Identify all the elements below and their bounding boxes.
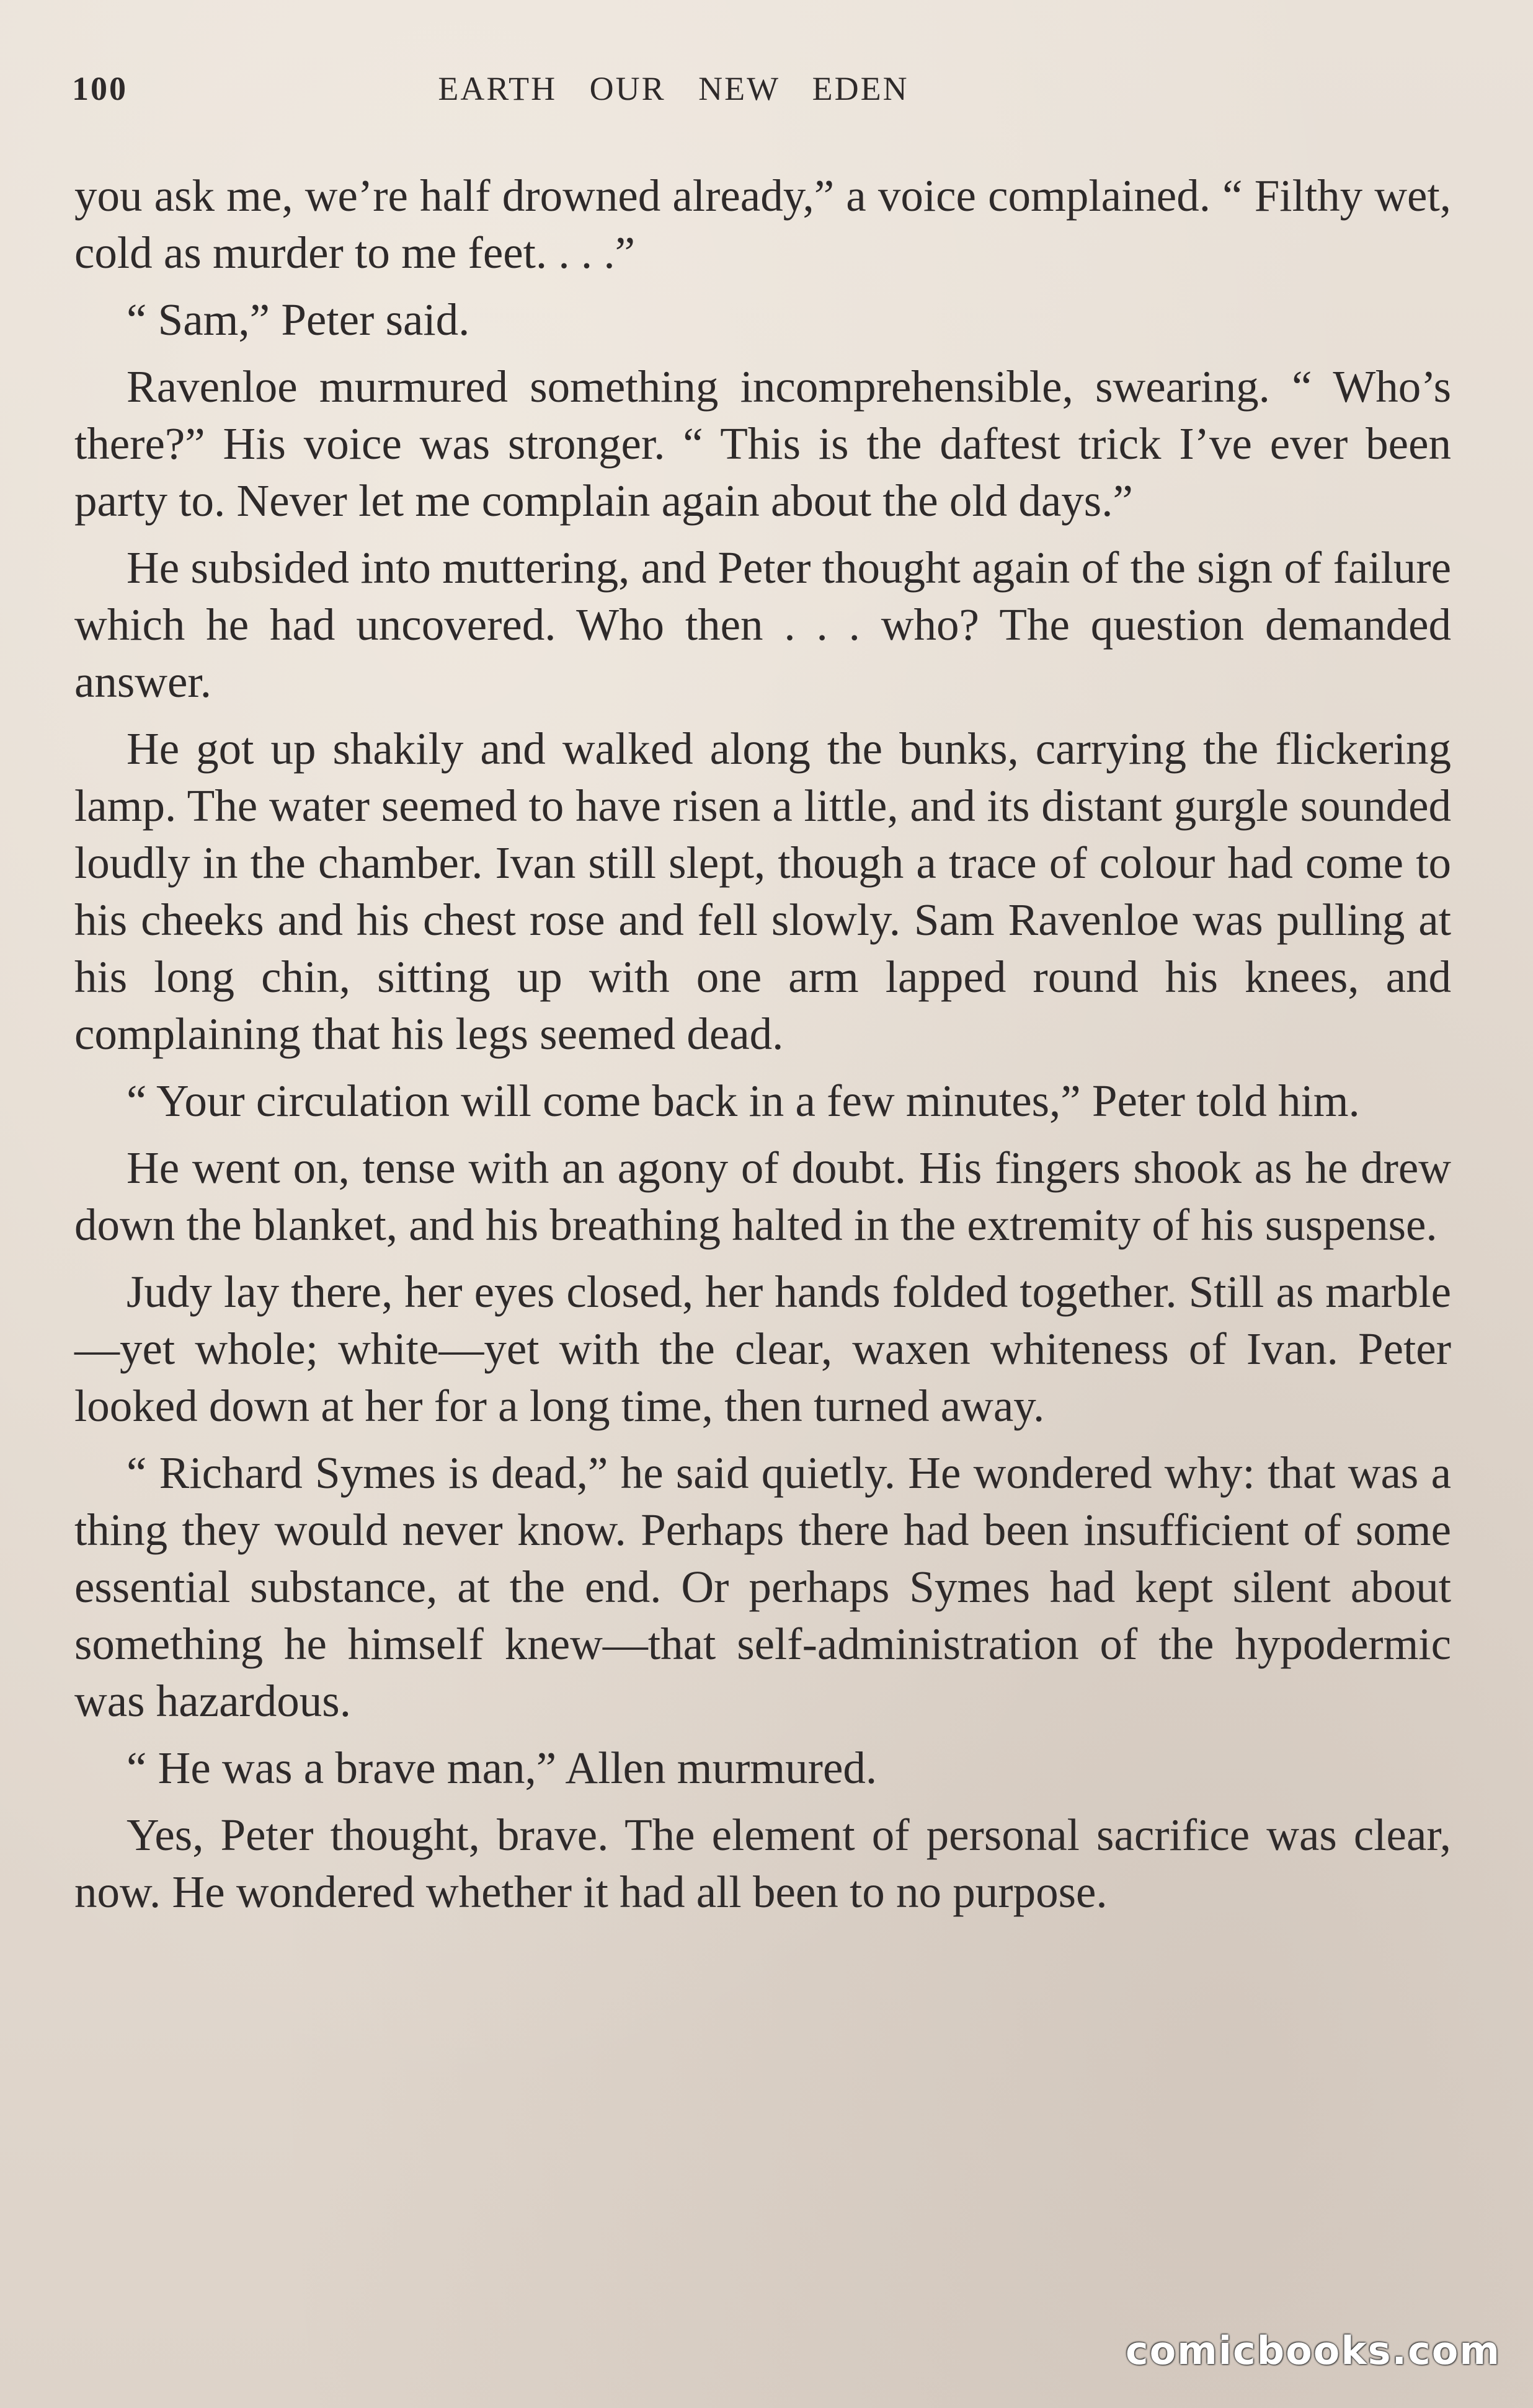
paragraph-8: Judy lay there, her eyes closed, her hands folded together. Still as marble—yet whole; white—yet with the clear, waxen whiteness of Ivan. Peter looked down at her for a long time, then turned away. <box>74 1267 1451 1431</box>
running-head <box>72 69 1461 107</box>
paragraph-4: He subsided into muttering, and Peter thought again of the sign of failure which he had uncovered. Who then . . . who? The question demanded answer. <box>74 542 1451 707</box>
paragraph-7: He went on, tense with an agony of doubt. His fingers shook as he drew down the blanket, and his breathing halted in the extremity of his suspense. <box>74 1143 1451 1250</box>
page-number: 100 <box>72 70 128 107</box>
paragraph-9: “ Richard Symes is dead,” he said quietly. He wondered why: that was a thing they would never know. Perhaps there had been insufficient of some essential substance, at the end. Or perhaps Symes had kept silent about something he himself knew—that self-administration of the hypodermic was hazardous. <box>74 1448 1451 1726</box>
body-text <box>74 167 1451 1931</box>
paragraph-10: “ He was a brave man,” Allen murmured. <box>127 1743 878 1793</box>
paragraph-1: you ask me, we’re half drowned already,” a voice complained. “ Filthy wet, cold as murder to me feet. . . .” <box>74 170 1451 278</box>
paragraph-2: “ Sam,” Peter said. <box>127 294 470 345</box>
paragraph-5: He got up shakily and walked along the bunks, carrying the flickering lamp. The water seemed to have risen a little, and its distant gurgle sounded loudly in the chamber. Ivan still slept, though a trace of colour had come to his cheeks and his chest rose and fell slowly. Sam Ravenloe was pulling at his long chin, sitting up with one arm lapped round his knees, and complaining that his legs seemed dead. <box>74 724 1451 1059</box>
paragraph-6: “ Your circulation will come back in a few minutes,” Peter told him. <box>127 1076 1360 1126</box>
paragraph-3: Ravenloe murmured something incomprehensible, swearing. “ Who’s there?” His voice was stronger. “ This is the daftest trick I’ve ever been party to. Never let me complain again about the old days.” <box>74 361 1451 526</box>
running-title: EARTH OUR NEW EDEN <box>438 70 909 107</box>
watermark: comicbooks.com <box>1125 2328 1501 2373</box>
paragraph-11: Yes, Peter thought, brave. The element of personal sacrifice was clear, now. He wondered whether it had all been to no purpose. <box>74 1810 1451 1917</box>
